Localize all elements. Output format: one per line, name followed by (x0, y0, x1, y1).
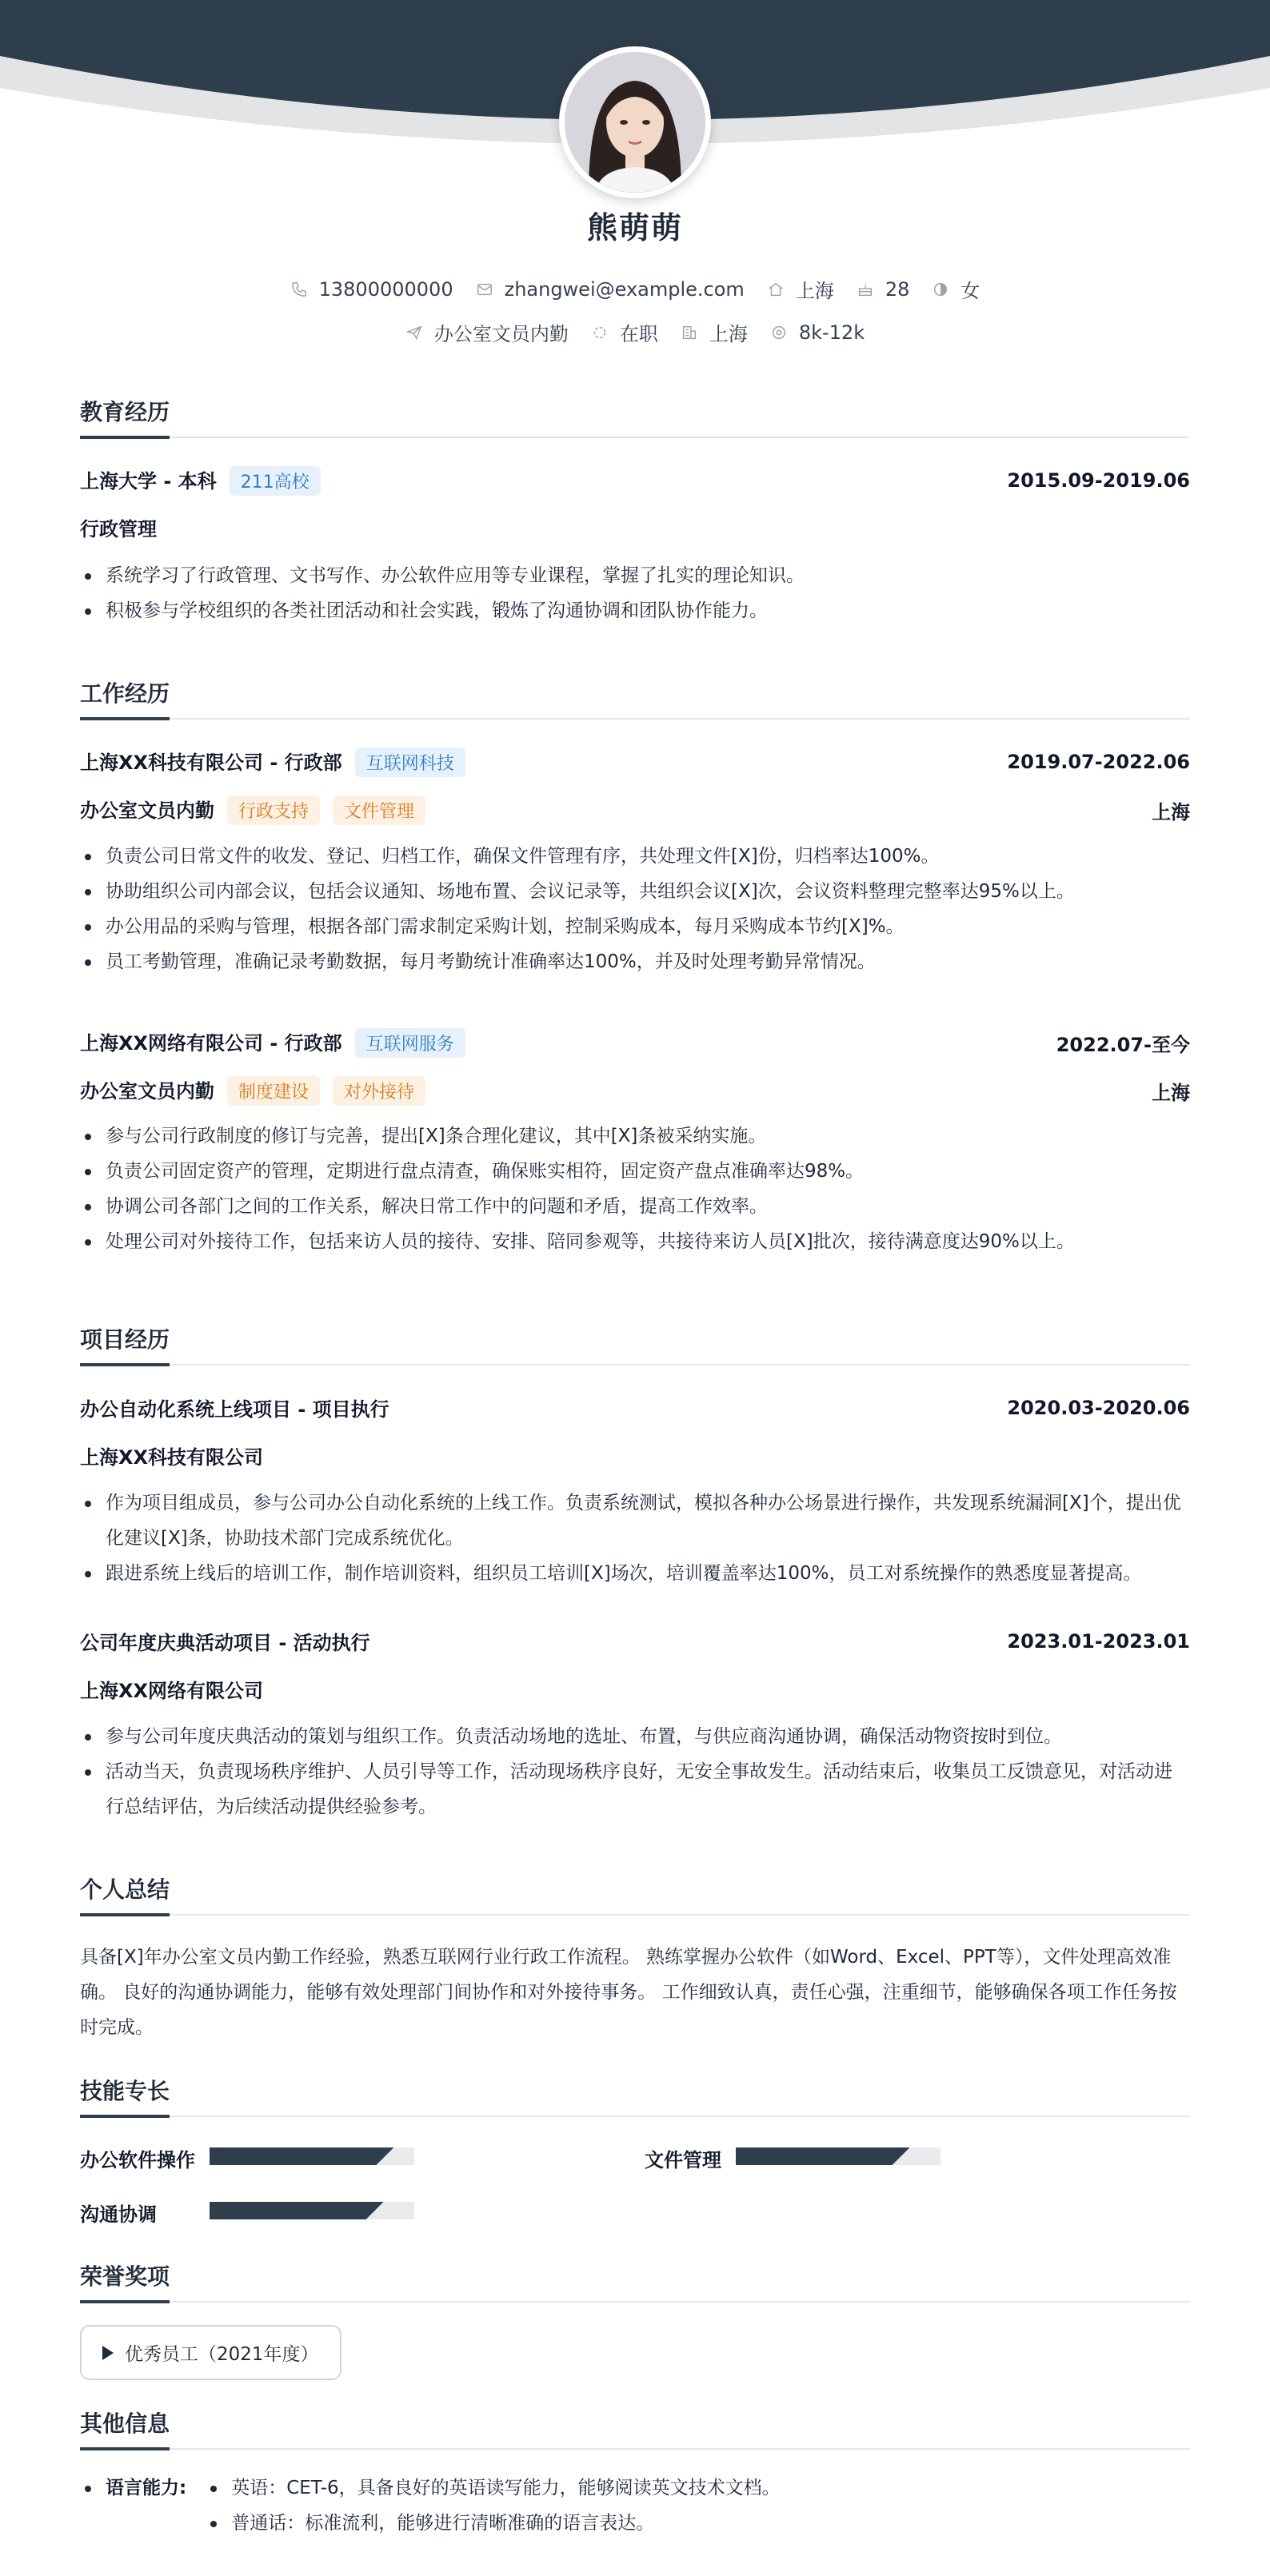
list-item: 协助组织公司内部会议，包括会议通知、场地布置、会议记录等，共组织会议[X]次，会议资料整理完整率达95%以上。 (80, 874, 1190, 909)
section-title-education: 教育经历 (80, 395, 1190, 438)
industry-tag: 互联网科技 (355, 748, 465, 777)
skill-bar (736, 2147, 941, 2165)
project-bullets (80, 1719, 1190, 1824)
language-list (206, 2470, 780, 2541)
projects-section (80, 1322, 1190, 1366)
job-position: 办公室文员内勤 (80, 1080, 214, 1103)
job-subheader (80, 795, 1190, 825)
work-section (80, 676, 1190, 720)
industry-tag: 互联网服务 (355, 1028, 465, 1058)
project-name: 办公自动化系统上线项目 - 项目执行 (80, 1398, 389, 1421)
job-company: 上海XX网络有限公司 - 行政部 (80, 1032, 342, 1055)
skill-name: 文件管理 (645, 2149, 721, 2171)
target-city-item (681, 318, 748, 346)
project-period: 2023.01-2023.01 (1007, 1629, 1190, 1653)
phone-text: 13800000000 (318, 277, 453, 301)
list-item: 负责公司日常文件的收发、登记、归档工作，确保文件管理有序，共处理文件[X]份，归档率达100%。 (80, 839, 1190, 874)
project-header (80, 1394, 1190, 1422)
list-item: 普通话：标准流利，能够进行清晰准确的语言表达。 (206, 2506, 780, 2541)
cake-icon (857, 281, 874, 298)
list-item: 员工考勤管理，准确记录考勤数据，每月考勤统计准确率达100%，并及时处理考勤异常情况。 (80, 944, 1190, 979)
home-icon (767, 281, 785, 298)
job-bullets (80, 1119, 1190, 1259)
gender-item (932, 275, 980, 303)
job-bullets (80, 839, 1190, 979)
job-header (80, 747, 1190, 777)
list-item: 负责公司固定资产的管理，定期进行盘点清查，确保账实相符，固定资产盘点准确率达98%。 (80, 1154, 1190, 1189)
contact-row (0, 275, 1270, 303)
education-header (80, 465, 1190, 496)
job-period: 2022.07-至今 (1056, 1033, 1190, 1056)
target-job-item (405, 318, 569, 346)
awards-section (80, 2259, 1190, 2303)
job-location: 上海 (1152, 1081, 1190, 1104)
summary-section (80, 1872, 1190, 1916)
other-section (80, 2407, 1190, 2450)
skill-bar-fill (210, 2202, 384, 2219)
section-title-work: 工作经历 (80, 676, 1190, 720)
skill-tag: 行政支持 (227, 796, 320, 825)
education-period: 2015.09-2019.06 (1007, 469, 1190, 492)
list-item: 参与公司年度庆典活动的策划与组织工作。负责活动场地的选址、布置，与供应商沟通协调，确保活动物资按时到位。 (80, 1719, 1190, 1754)
summary-text: 具备[X]年办公室文员内勤工作经验，熟悉互联网行业行政工作流程。 熟练掌握办公软件（如Word、Excel、PPT等），文件处理高效准确。 良好的沟通协调能力，能够有效处理部门间协作和对外接待事务。 工作细致认真，责任心强，注重细节，能够确保各项工作任务按时完成。 (80, 1947, 1177, 2038)
money-icon (770, 324, 788, 341)
education-section (80, 395, 1190, 438)
status-text: 在职 (619, 323, 658, 345)
project-company: 上海XX网络有限公司 (80, 1680, 264, 1702)
phone-icon (290, 281, 308, 298)
gender-text: 女 (960, 280, 980, 302)
skill-bar-fill (210, 2147, 393, 2165)
section-title-other: 其他信息 (80, 2407, 1190, 2450)
skill-bar (210, 2202, 414, 2219)
job-position: 办公室文员内勤 (80, 800, 214, 822)
avatar (559, 46, 711, 198)
skill-bar (210, 2147, 414, 2165)
school-tag: 211高校 (230, 466, 321, 496)
job-subheader (80, 1075, 1190, 1106)
job-header (80, 1027, 1190, 1058)
email-item (476, 278, 745, 301)
award-item[interactable] (80, 2325, 341, 2380)
section-title-skills: 技能专长 (80, 2074, 1190, 2117)
status-icon (591, 324, 609, 341)
award-label: 优秀员工（2021年度） (125, 2344, 319, 2365)
candidate-name: 熊萌萌 (586, 210, 683, 245)
city-item (767, 275, 834, 303)
salary-item (770, 321, 865, 344)
skill-tag: 对外接待 (333, 1076, 425, 1106)
school-name: 上海大学 - 本科 (80, 470, 217, 492)
skill-tag: 制度建设 (227, 1076, 320, 1106)
send-icon (405, 324, 423, 341)
age-text: 28 (885, 277, 910, 301)
other-list (80, 2470, 1190, 2541)
target-job-text: 办公室文员内勤 (433, 323, 569, 345)
project-header (80, 1627, 1190, 1655)
status-item (591, 318, 658, 346)
building-icon (681, 324, 698, 341)
skill-bar-fill (736, 2147, 910, 2165)
job-company: 上海XX科技有限公司 - 行政部 (80, 752, 342, 774)
email-text: zhangwei@example.com (504, 277, 745, 301)
skill-name: 办公软件操作 (80, 2149, 195, 2171)
education-bullets (80, 558, 1190, 628)
triangle-right-icon (102, 2346, 114, 2360)
city-text: 上海 (795, 280, 834, 302)
skills-section (80, 2074, 1190, 2117)
skill-tag: 文件管理 (333, 796, 425, 825)
project-name: 公司年度庆典活动项目 - 活动执行 (80, 1632, 370, 1654)
section-title-projects: 项目经历 (80, 1322, 1190, 1366)
language-item (80, 2470, 1190, 2541)
list-item: 协调公司各部门之间的工作关系，解决日常工作中的问题和矛盾，提高工作效率。 (80, 1189, 1190, 1224)
list-item: 英语：CET-6，具备良好的英语读写能力，能够阅读英文技术文档。 (206, 2470, 780, 2506)
skill-name: 沟通协调 (80, 2203, 157, 2226)
list-item: 作为项目组成员，参与公司办公自动化系统的上线工作。负责系统测试，模拟各种办公场景进行操作，共发现系统漏洞[X]个，提出优化建议[X]条，协助技术部门完成系统优化。 (80, 1485, 1190, 1556)
section-title-summary: 个人总结 (80, 1872, 1190, 1916)
phone-item (290, 278, 453, 301)
list-item: 处理公司对外接待工作，包括来访人员的接待、安排、陪同参观等，共接待来访人员[X]批次，接待满意度达90%以上。 (80, 1224, 1190, 1259)
target-city-text: 上海 (709, 323, 748, 345)
language-label: 语言能力: (106, 2478, 187, 2498)
gender-icon (932, 281, 949, 298)
list-item: 办公用品的采购与管理，根据各部门需求制定采购计划，控制采购成本，每月采购成本节约[X]%。 (80, 909, 1190, 944)
project-bullets (80, 1485, 1190, 1591)
major-name: 行政管理 (80, 518, 157, 540)
mail-icon (476, 281, 493, 298)
job-location: 上海 (1152, 800, 1190, 823)
list-item: 活动当天，负责现场秩序维护、人员引导等工作，活动现场秩序良好，无安全事故发生。活动结束后，收集员工反馈意见，对活动进行总结评估，为后续活动提供经验参考。 (80, 1754, 1190, 1824)
age-item (857, 278, 910, 301)
list-item: 系统学习了行政管理、文书写作、办公软件应用等专业课程，掌握了扎实的理论知识。 (80, 558, 1190, 593)
section-title-awards: 荣誉奖项 (80, 2259, 1190, 2303)
job-period: 2019.07-2022.06 (1007, 751, 1190, 773)
project-period: 2020.03-2020.06 (1007, 1396, 1190, 1419)
list-item: 跟进系统上线后的培训工作，制作培训资料，组织员工培训[X]场次，培训覆盖率达100%，员工对系统操作的熟悉度显著提高。 (80, 1556, 1190, 1591)
list-item: 参与公司行政制度的修订与完善，提出[X]条合理化建议，其中[X]条被采纳实施。 (80, 1119, 1190, 1154)
job-intention-row (0, 318, 1270, 346)
list-item: 积极参与学校组织的各类社团活动和社会实践，锻炼了沟通协调和团队协作能力。 (80, 593, 1190, 628)
salary-text: 8k-12k (798, 321, 865, 344)
project-company: 上海XX科技有限公司 (80, 1446, 264, 1469)
